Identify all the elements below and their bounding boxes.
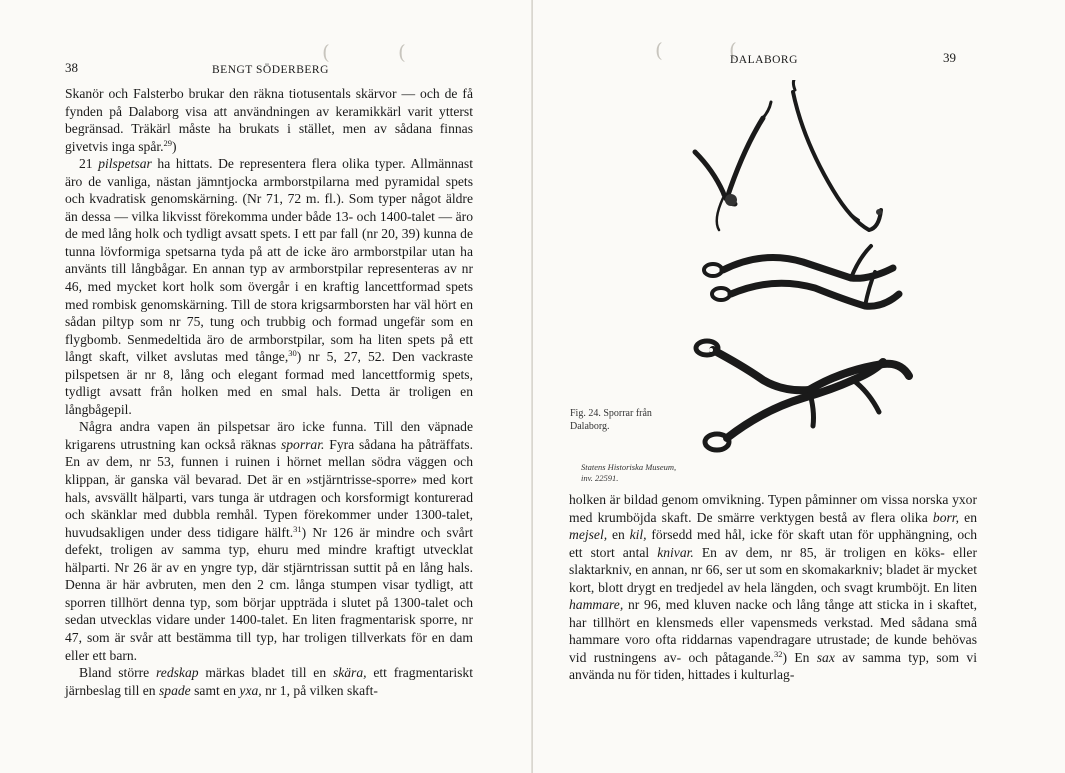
scan-mark: ( bbox=[655, 38, 663, 62]
text-run: ) En bbox=[782, 649, 817, 665]
text-run: Bland större bbox=[79, 665, 157, 681]
page-number: 38 bbox=[65, 60, 78, 75]
italic-term: skära, bbox=[332, 665, 367, 681]
text-run: en bbox=[607, 527, 630, 543]
paragraph bbox=[65, 155, 473, 418]
text-run: märkas bladet till en bbox=[198, 665, 333, 681]
right-page bbox=[533, 0, 1065, 773]
paragraph bbox=[569, 491, 977, 684]
paragraph bbox=[65, 85, 473, 155]
text-run: ett fragmentariskt järnbeslag till en bbox=[65, 665, 473, 698]
text-run: Några andra vapen än pilspetsar äro icke funna. Till den väpnade krigarens utrustning kan också räknas bbox=[65, 419, 473, 452]
italic-term: spade bbox=[159, 682, 191, 698]
text-run: en bbox=[958, 509, 977, 525]
italic-term: mejsel, bbox=[569, 527, 608, 543]
text-run: försedd med hål, icke för skaft utan för upphängning, och ett stort antal bbox=[569, 527, 977, 560]
text-run: ) bbox=[172, 138, 177, 154]
text-run: ) nr 5, 27, 52. Den vackraste pilspetsen är nr 8, lång och elegant formad med lancettformig spets, tydligt avsatt från holken med en smal hals. Detta är troligen en långbågepil. bbox=[65, 349, 474, 417]
italic-term: knivar. bbox=[657, 544, 694, 560]
scan-mark: ( bbox=[322, 40, 330, 64]
italic-term: redskap bbox=[156, 665, 199, 681]
text-run: En av dem, nr 85, är troligen en köks- eller slaktarkniv, en annan, nr 66, ser ut som en skomakarkniv; bladet är mycket kort, blott drygt en tredjedel av hela längden, och svagt krumböjt. En liten bbox=[569, 544, 977, 595]
text-run: nr 1, på vilken skaft- bbox=[261, 682, 378, 698]
footnote-ref: 30 bbox=[288, 348, 297, 359]
footnote-ref: 29 bbox=[163, 137, 173, 148]
italic-term: kil, bbox=[629, 527, 647, 543]
text-run: nr 96, med kluven nacke och lång tånge att sticka in i skaftet, har tillhört en klensmeds eller vapensmeds verkstad. Med sådana små hammare voro ofta riddarnas vapendragare utrustade; de kunde behövas vid rustningens av- och påtagande. bbox=[569, 597, 977, 665]
footnote-ref: 31 bbox=[293, 523, 302, 534]
body-text bbox=[569, 491, 977, 684]
text-run: samt en bbox=[190, 682, 240, 698]
running-head: BENGT SÖDERBERG bbox=[212, 64, 329, 76]
spur-3 bbox=[704, 246, 893, 278]
scan-mark: ( bbox=[729, 38, 737, 62]
text-run: Skanör och Falsterbo brukar den räkna tiotusentals skärvor — och de få fynden på Dalaborg visa att användningen av keramikkärl varit ytterst begränsad. Träkärl måste ha brukats i stället, men av sådana finnas givetvis inga spår. bbox=[65, 86, 473, 154]
left-page bbox=[0, 0, 532, 773]
text-run: holken är bildad genom omvikning. Typen påminner om vissa norska yxor med krumböjda skaft. De smärre verktygen bestå av flera olika bbox=[569, 492, 977, 525]
italic-term: pilspetsar bbox=[98, 156, 152, 172]
paragraph bbox=[65, 418, 473, 664]
text-run: ) Nr 126 är mindre och svårt defekt, troligen av samma typ, ehuru med mindre kraftigt utvecklat hälparti. Nr 26 är av en yngre typ, där stjärntrissan suttit på en lång hals. Denna är här avbruten, men den 2 cm. långa stumpen visar tydligt, att sporren tillhört denna typ, som börjar uppträda i slutet på 1300-talet och sedan utvecklas vidare under 1400-talet. En liten fragmentarisk sporre, nr 47, som är svår att bestämma till typ, har troligen tillverkats för en dam eller ett barn. bbox=[65, 524, 473, 663]
italic-term: borr, bbox=[932, 509, 959, 525]
text-run: ha hittats. De representera flera olika typer. Allmännast äro de vanliga, nästan jämntjocka armborstpilarna med pyramidal spets och kvadratisk genomskärning. (Nr 71, 72 m. fl.). Som typer något äldre än dessa — vilka likvisst förekomma under både 13- och 1400-talet — äro de med lång holk och tydligt avsatt spets. I ett par fall (nr 20, 39) kunna de tunna lövformiga spetsarna tyda på att de icke äro armborstpilar utan ha använts till långbågar. En annan typ av armborstpilar representeras av nr 46, med mycket kort holk som övergår i en kraftig lancettformad spets med rombisk genomskärning. Till de stora krigsarmborsten har väl hört en sådan piltyp som nr 75, tung och trubbig och formad ungefär som en flygbomb. Senmedeltida äro de armborstpilar, som ha liten spets på ett långt skaft, vilket avslutas med tånge, bbox=[65, 156, 473, 365]
scan-mark: ( bbox=[398, 40, 406, 64]
text-run: 21 bbox=[79, 156, 99, 172]
spur-6 bbox=[705, 362, 883, 450]
italic-term: sporrar. bbox=[280, 436, 325, 452]
footnote-ref: 32 bbox=[773, 648, 783, 659]
spur-4 bbox=[712, 272, 899, 306]
italic-term: sax bbox=[816, 649, 835, 665]
italic-term: yxa, bbox=[239, 682, 262, 698]
page-number: 39 bbox=[943, 50, 956, 65]
figure-caption: Fig. 24. Sporrar från Dalaborg. bbox=[570, 408, 652, 432]
italic-term: hammare, bbox=[569, 597, 624, 613]
figure-credit: Statens Historiska Museum, inv. 22591. bbox=[581, 462, 677, 483]
spurs-photograph bbox=[683, 80, 983, 490]
spur-1 bbox=[695, 102, 771, 230]
spur-2 bbox=[793, 80, 882, 230]
text-run: Fyra sådana ha påträffats. En av dem, nr 53, funnen i ruinen i hörnet mellan södra väggen och klippan, är ganska väl bevarad. Det är en »stjärntrisse-sporre» med kort hals, avsvällt hälparti, vars tunga är utdragen och korsformigt konturerad och skänklar med dubbla remhål. Typen förekommer under 1300-talet, huvudsakligen under dess tidigare hälft. bbox=[65, 436, 473, 540]
paragraph bbox=[65, 664, 473, 699]
running-head: DALABORG bbox=[730, 54, 798, 66]
text-run: av samma typ, som vi använda nu för tiden, hittades i kulturlag- bbox=[569, 649, 977, 683]
body-text bbox=[65, 85, 473, 699]
